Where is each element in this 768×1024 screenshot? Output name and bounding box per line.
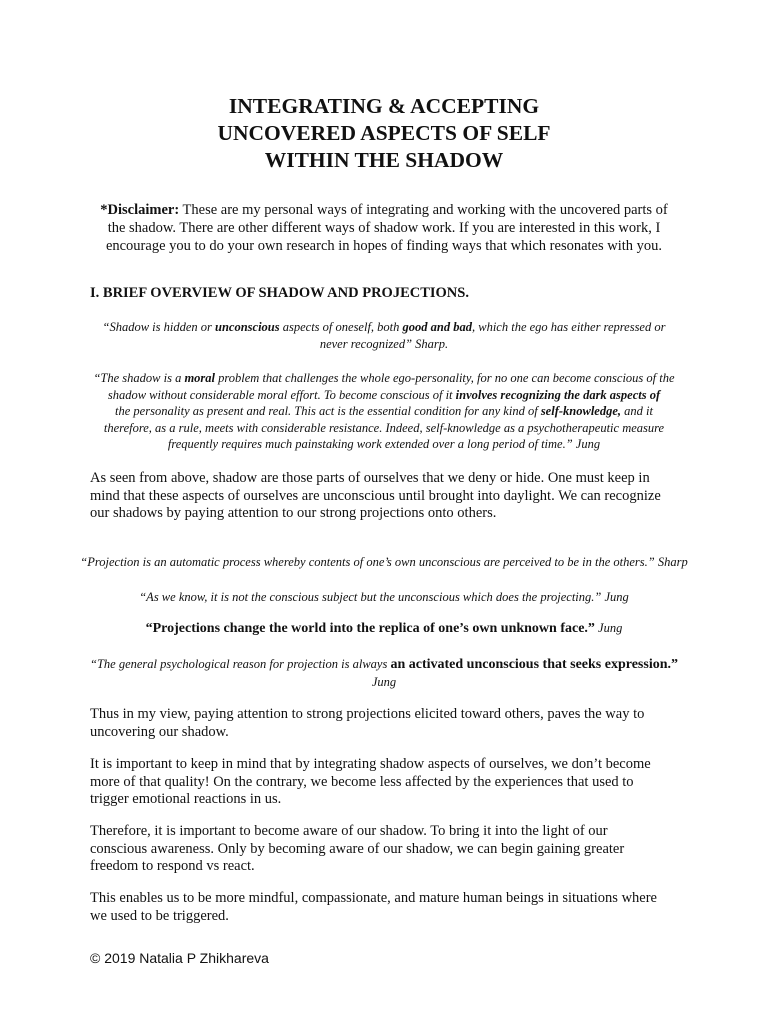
paragraph-integration-note: It is important to keep in mind that by integrating shadow aspects of ourselves, we don’t become more of that quality! On the contrary, we become less affected by the experiences that used to trigger emotional reactions in us. — [90, 756, 651, 807]
disclaimer-line-1: *Disclaimer: These are my personal ways of integrating and working with the uncovered parts of — [100, 202, 668, 218]
quote-sharp-projection: “Projection is an automatic process whereby contents of one’s own unconscious are perceived to be in the others.” Sharp — [80, 555, 688, 569]
disclaimer-label: *Disclaimer: — [100, 202, 180, 218]
paragraph-projections-view: Thus in my view, paying attention to strong projections elicited toward others, paves the way to uncovering our shadow. — [90, 706, 645, 740]
section-heading: I. BRIEF OVERVIEW OF SHADOW AND PROJECTIONS. — [90, 285, 469, 301]
disclaimer-line-2: the shadow. There are other different ways of shadow work. If you are interested in this work, I — [107, 220, 661, 236]
title-line-2: UNCOVERED ASPECTS OF SELF — [217, 121, 551, 145]
quote-jung-replica: “Projections change the world into the replica of one’s own unknown face.” Jung — [145, 621, 623, 636]
document-title — [0, 93, 768, 174]
quote-jung-projecting: “As we know, it is not the conscious subject but the unconscious which does the projecting.” Jung — [139, 590, 629, 604]
quote-jung-activated-unconscious: “The general psychological reason for projection is always an activated unconscious that seeks expression.” Jung — [90, 657, 678, 689]
paragraph-awareness: Therefore, it is important to become aware of our shadow. To bring it into the light of our conscious awareness. Only by becoming aware of our shadow, we can begin gaining greater freedom to respond vs react. — [90, 823, 625, 874]
title-line-1: INTEGRATING & ACCEPTING — [228, 94, 540, 118]
copyright-footer: © 2019 Natalia P Zhikhareva — [90, 950, 269, 966]
title-line-3: WITHIN THE SHADOW — [264, 148, 504, 172]
paragraph-mindfulness: This enables us to be more mindful, compassionate, and mature human beings in situations where we used to be triggered. — [90, 890, 657, 924]
quote-sharp-shadow: “Shadow is hidden or unconscious aspects of oneself, both good and bad, which the ego has either repressed or never recognized” Sharp. — [102, 320, 666, 351]
paragraph-shadow-overview: As seen from above, shadow are those parts of ourselves that we deny or hide. One must keep in mind that these aspects of ourselves are unconscious until brought into daylight. We can recognize our shadows by paying attention to our strong projections onto others. — [90, 470, 661, 521]
disclaimer-line-3: encourage you to do your own research in hopes of finding ways that which resonates with you. — [105, 238, 663, 254]
disclaimer — [0, 201, 768, 255]
quote-jung-shadow: “The shadow is a moral problem that challenges the whole ego-personality, for no one can become conscious of the shadow without considerable moral effort. To become conscious of it involves recognizing the dark aspects of the personality as present and real. This act is the essential condition for any kind of self-knowledge, and it therefore, as a rule, meets with considerable resistance. Indeed, self-knowledge as a psychotherapeutic measure frequently requires much painstaking work extended over a long period of time.” Jung — [93, 371, 675, 451]
